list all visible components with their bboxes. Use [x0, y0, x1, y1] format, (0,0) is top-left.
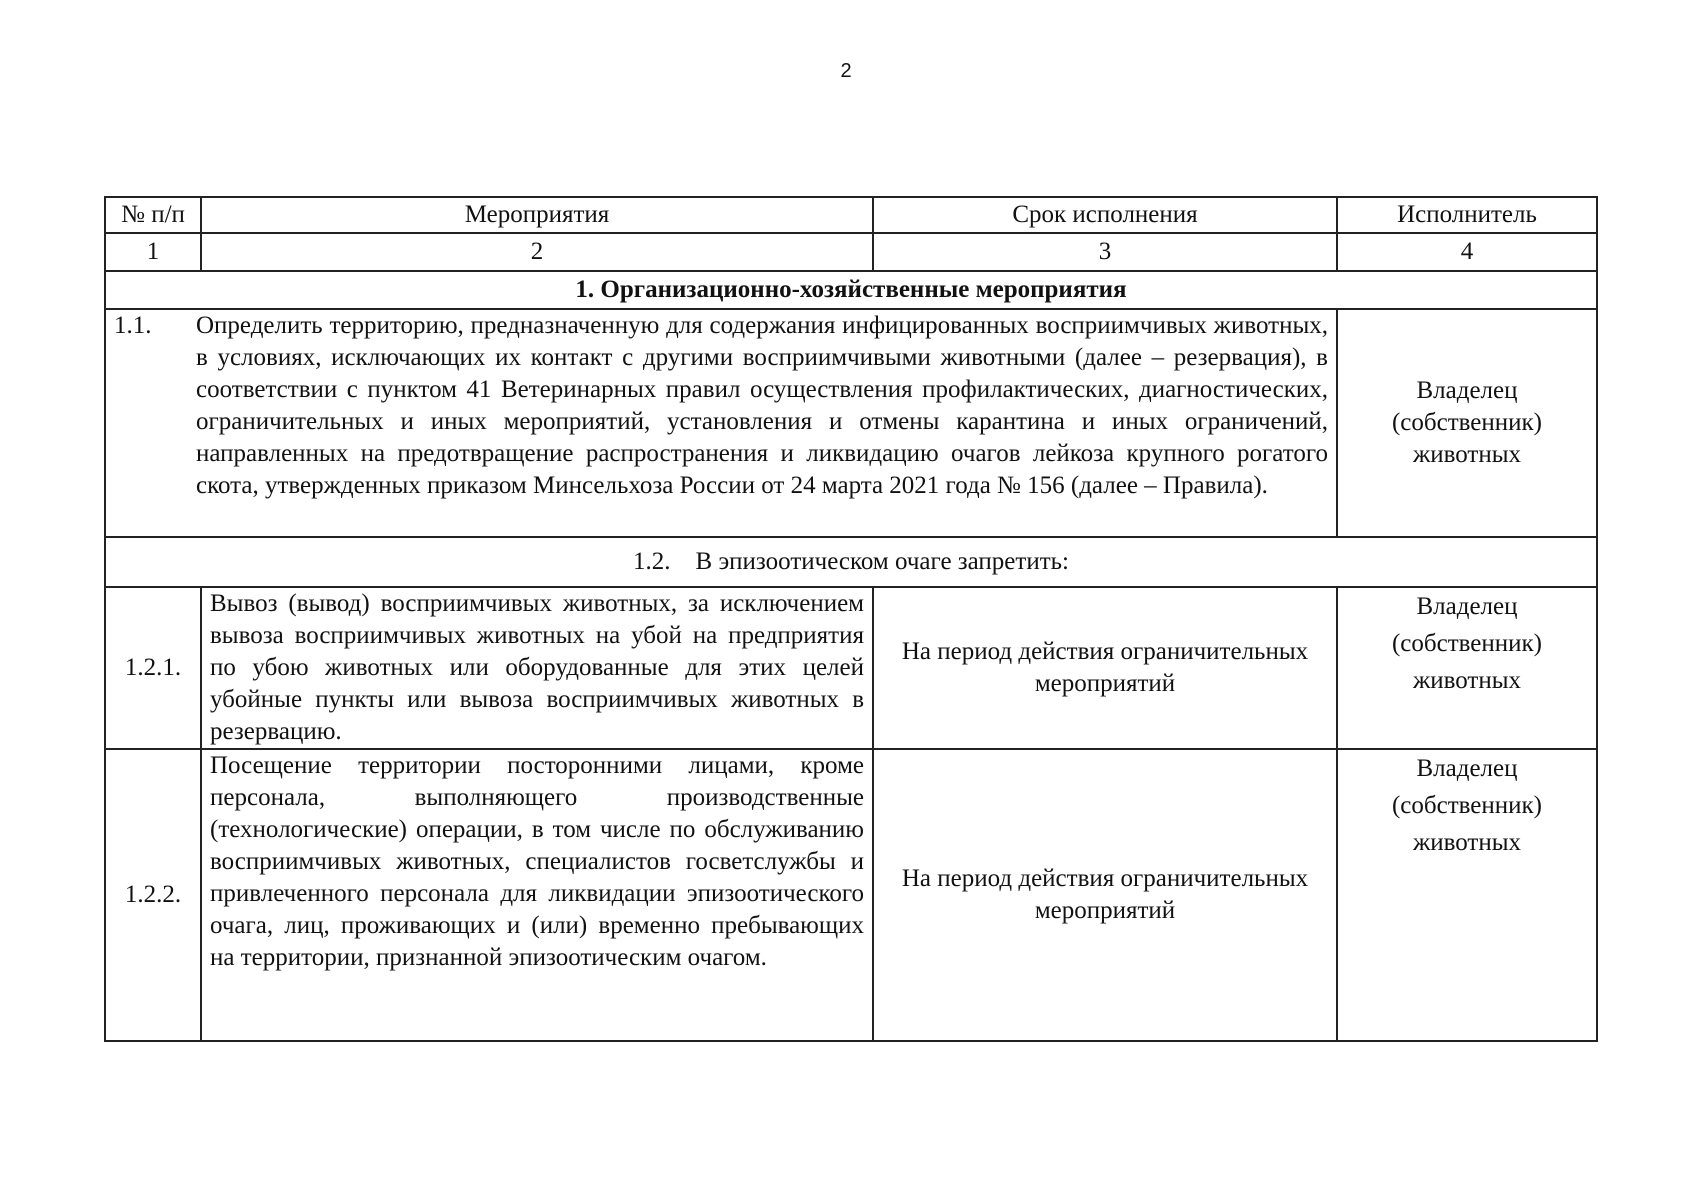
- section-title-1: 1. Организационно-хозяйственные мероприятия: [105, 271, 1597, 309]
- header-row: [105, 197, 1597, 233]
- row-text-1-2-1: Вывоз (вывод) восприимчивых животных, за исключением вывоза восприимчивых животных на убой на предприятия по убою животных или оборудованные для этих целей убойные пункты или вывоза восприимчивых животных в резервацию.: [201, 587, 873, 749]
- row-deadline-1-2-2: На период действия ограничительных мероприятий: [873, 749, 1337, 1041]
- page-number: 2: [840, 60, 852, 82]
- row-number-1-2-1: 1.2.1.: [105, 587, 201, 749]
- table-row-1-2-1: [105, 587, 1597, 749]
- row-executor-1-2-1: Владелец (собственник) животных: [1337, 587, 1597, 749]
- header-measures: Мероприятия: [201, 197, 873, 233]
- column-number-row: [105, 233, 1597, 271]
- row-executor-1-1: Владелец (собственник) животных: [1337, 309, 1597, 537]
- header-number: № п/п: [105, 197, 201, 233]
- column-number-1: 1: [105, 233, 201, 271]
- column-number-2: 2: [201, 233, 873, 271]
- table-row-1-2-2: [105, 749, 1597, 1041]
- section-row-1-2: [105, 537, 1597, 587]
- row-number-1-1: 1.1.: [114, 312, 152, 339]
- section-title-1-2: 1.2. В эпизоотическом очаге запретить:: [105, 537, 1597, 587]
- row-number-1-2-2: 1.2.2.: [105, 749, 201, 1041]
- table-row-1-1: [105, 309, 1597, 537]
- column-number-4: 4: [1337, 233, 1597, 271]
- header-deadline: Срок исполнения: [873, 197, 1337, 233]
- row-deadline-1-2-1: На период действия ограничительных мероприятий: [873, 587, 1337, 749]
- header-executor: Исполнитель: [1337, 197, 1597, 233]
- column-number-3: 3: [873, 233, 1337, 271]
- row-text-1-1: Определить территорию, предназначенную для содержания инфицированных восприимчивых животных, в условиях, исключающих их контакт с другими восприимчивыми животными (далее – резервация), в соответствии с пунктом 41 Ветеринарных правил осуществления профилактических, диагностических, ограничительных и иных мероприятий, установления и отмены карантина и иных ограничений, направленных на предотвращение распространения и ликвидацию очагов лейкоза крупного рогатого скота, утвержденных приказом Минсельхоза России от 24 марта 2021 года № 156 (далее – Правила).: [196, 312, 1328, 499]
- row-executor-1-2-2: Владелец (собственник) животных: [1337, 749, 1597, 1041]
- section-row-1: [105, 271, 1597, 309]
- measures-table: [104, 196, 1598, 1042]
- row-text-1-2-2: Посещение территории посторонними лицами, кроме персонала, выполняющего производственные (технологические) операции, в том числе по обслуживанию восприимчивых животных, специалистов госветслужбы и привлеченного персонала для ликвидации эпизоотического очага, лиц, проживающих и (или) временно пребывающих на территории, признанной эпизоотическим очагом.: [201, 749, 873, 1041]
